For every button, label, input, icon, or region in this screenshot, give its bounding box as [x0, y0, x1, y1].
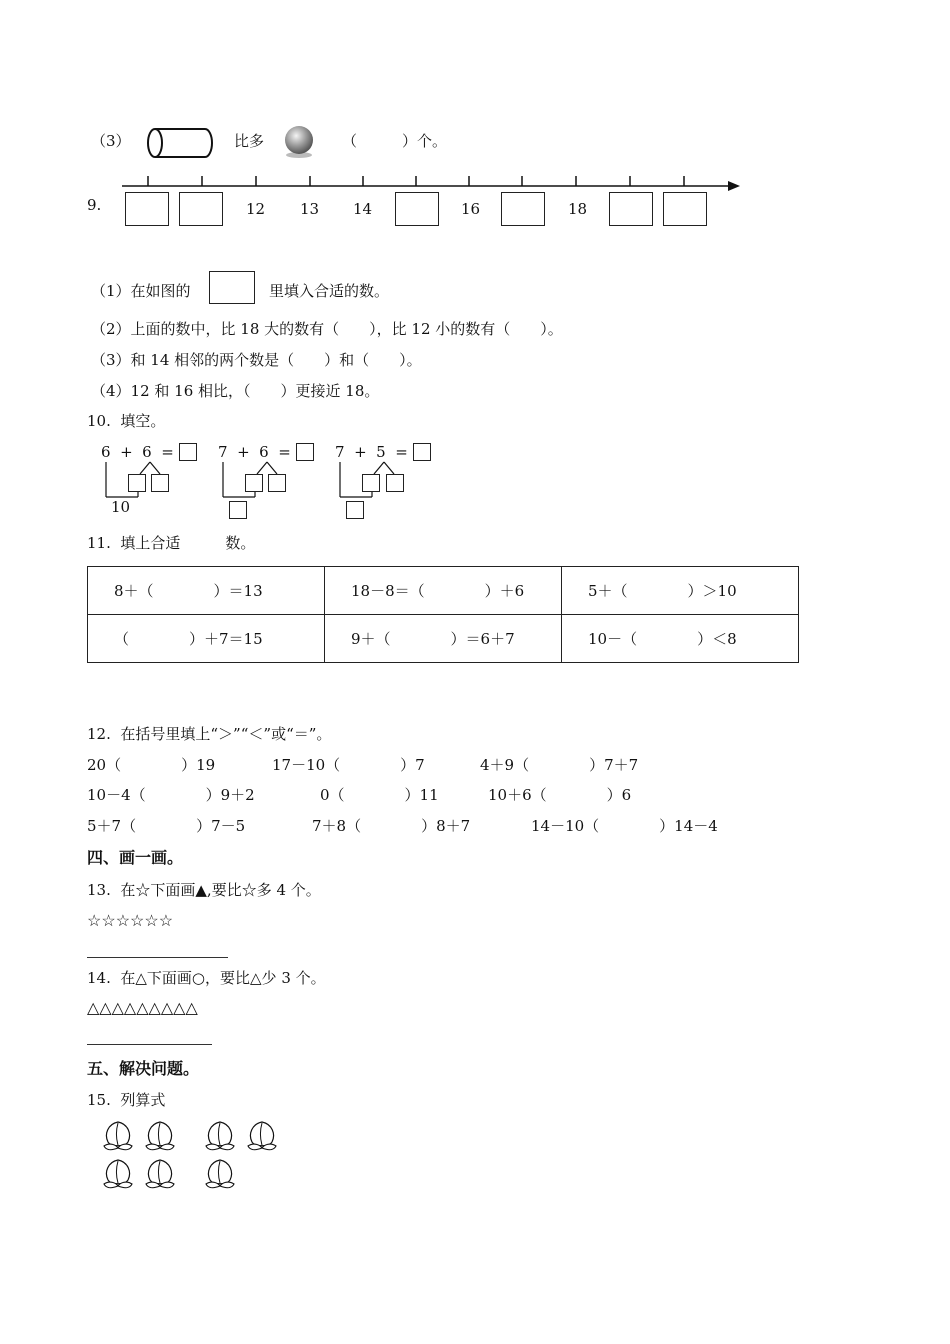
- q8-3-number: （3）: [91, 132, 131, 150]
- peach-icon: [206, 1160, 234, 1188]
- q9-number: 9.: [87, 196, 102, 214]
- q10-split1-box-a[interactable]: [128, 474, 146, 492]
- q12-item[interactable]: 5＋7（ ）7－5: [87, 817, 246, 835]
- table-cell[interactable]: 9＋（ ）＝6＋7: [325, 615, 562, 663]
- answer-box-4[interactable]: [501, 192, 545, 226]
- q9-sub3: （3）和 14 相邻的两个数是（ ）和（ ）。: [91, 351, 422, 369]
- q13-answer-line[interactable]: [87, 957, 228, 958]
- q8-3-blank: （ ）个。: [342, 132, 448, 150]
- q10-split2-box-b[interactable]: [268, 474, 286, 492]
- label-16: 16: [461, 200, 481, 218]
- label-13: 13: [300, 200, 320, 218]
- q12-item[interactable]: 7＋8（ ）8＋7: [312, 817, 471, 835]
- q14-triangles: △△△△△△△△△: [87, 998, 198, 1017]
- table-cell[interactable]: 8＋（ ）＝13: [88, 567, 325, 615]
- label-14: 14: [353, 200, 373, 218]
- q11-table: [87, 566, 799, 663]
- table-row: [88, 615, 799, 663]
- table-cell[interactable]: 18－8＝（ ）＋6: [325, 567, 562, 615]
- q9-sub1-post: 里填入合适的数。: [269, 282, 390, 300]
- q10-eq2: 7 + 6 =: [218, 443, 291, 461]
- peach-icons: [98, 1116, 288, 1192]
- q12-item[interactable]: 0（ ）11: [320, 786, 439, 804]
- q9-sub2: （2）上面的数中，比 18 大的数有（ ），比 12 小的数有（ ）。: [91, 320, 563, 338]
- q8-3-text: 比多: [234, 132, 265, 150]
- section-4-heading: 四、画一画。: [87, 848, 184, 867]
- q10-ten-label: 10: [111, 498, 131, 516]
- q10-split3-box-a[interactable]: [362, 474, 380, 492]
- peach-icon: [104, 1160, 132, 1188]
- example-box: [209, 271, 255, 304]
- q10-eq3: 7 + 5 =: [335, 443, 408, 461]
- q12-item[interactable]: 4＋9（ ）7＋7: [480, 756, 639, 774]
- peach-icon: [146, 1160, 174, 1188]
- q13-stars: ☆☆☆☆☆☆: [87, 911, 174, 930]
- label-18: 18: [568, 200, 588, 218]
- section-5-heading: 五、解决问题。: [87, 1059, 200, 1078]
- answer-box-6[interactable]: [663, 192, 707, 226]
- q10-title: 10. 填空。: [87, 412, 166, 430]
- q10-split3-box-b[interactable]: [386, 474, 404, 492]
- answer-box-1[interactable]: [125, 192, 169, 226]
- q12-item[interactable]: 10＋6（ ）6: [488, 786, 632, 804]
- table-cell[interactable]: 5＋（ ）＞10: [562, 567, 799, 615]
- q10-split1-box-b[interactable]: [151, 474, 169, 492]
- q10-eq1: 6 + 6 =: [101, 443, 174, 461]
- peach-icon: [206, 1122, 234, 1150]
- table-row: [88, 567, 799, 615]
- q10-eq1-answer-box[interactable]: [179, 443, 197, 461]
- table-cell[interactable]: （ ）＋7＝15: [88, 615, 325, 663]
- q12-title: 12. 在括号里填上“＞”“＜”或“＝”。: [87, 725, 332, 743]
- q15-title: 15. 列算式: [87, 1091, 166, 1109]
- q13-title: 13. 在☆下面画▲,要比☆多 4 个。: [87, 881, 321, 899]
- q10-split2-box-a[interactable]: [245, 474, 263, 492]
- q10-split3-ten-box[interactable]: [346, 501, 364, 519]
- q10-eq2-answer-box[interactable]: [296, 443, 314, 461]
- peach-icon: [248, 1122, 276, 1150]
- q14-answer-line[interactable]: [87, 1044, 212, 1045]
- q9-sub1-pre: （1）在如图的: [91, 282, 191, 300]
- q10-split2-ten-box[interactable]: [229, 501, 247, 519]
- q9-sub4: （4）12 和 16 相比，（ ）更接近 18。: [91, 382, 380, 400]
- peach-icon: [146, 1122, 174, 1150]
- answer-box-2[interactable]: [179, 192, 223, 226]
- q10-eq3-answer-box[interactable]: [413, 443, 431, 461]
- q12-item[interactable]: 17－10（ ）7: [272, 756, 425, 774]
- answer-box-5[interactable]: [609, 192, 653, 226]
- q14-title: 14. 在△下面画○，要比△少 3 个。: [87, 969, 326, 987]
- cylinder-icon: [146, 126, 214, 160]
- sphere-icon: [281, 124, 317, 160]
- q12-item[interactable]: 14－10（ ）14－4: [531, 817, 718, 835]
- answer-box-3[interactable]: [395, 192, 439, 226]
- q12-item[interactable]: 20（ ）19: [87, 756, 216, 774]
- label-12: 12: [246, 200, 266, 218]
- q11-title: 11. 填上合适 数。: [87, 534, 256, 552]
- peach-icon: [104, 1122, 132, 1150]
- q12-item[interactable]: 10－4（ ）9＋2: [87, 786, 255, 804]
- table-cell[interactable]: 10－（ ）＜8: [562, 615, 799, 663]
